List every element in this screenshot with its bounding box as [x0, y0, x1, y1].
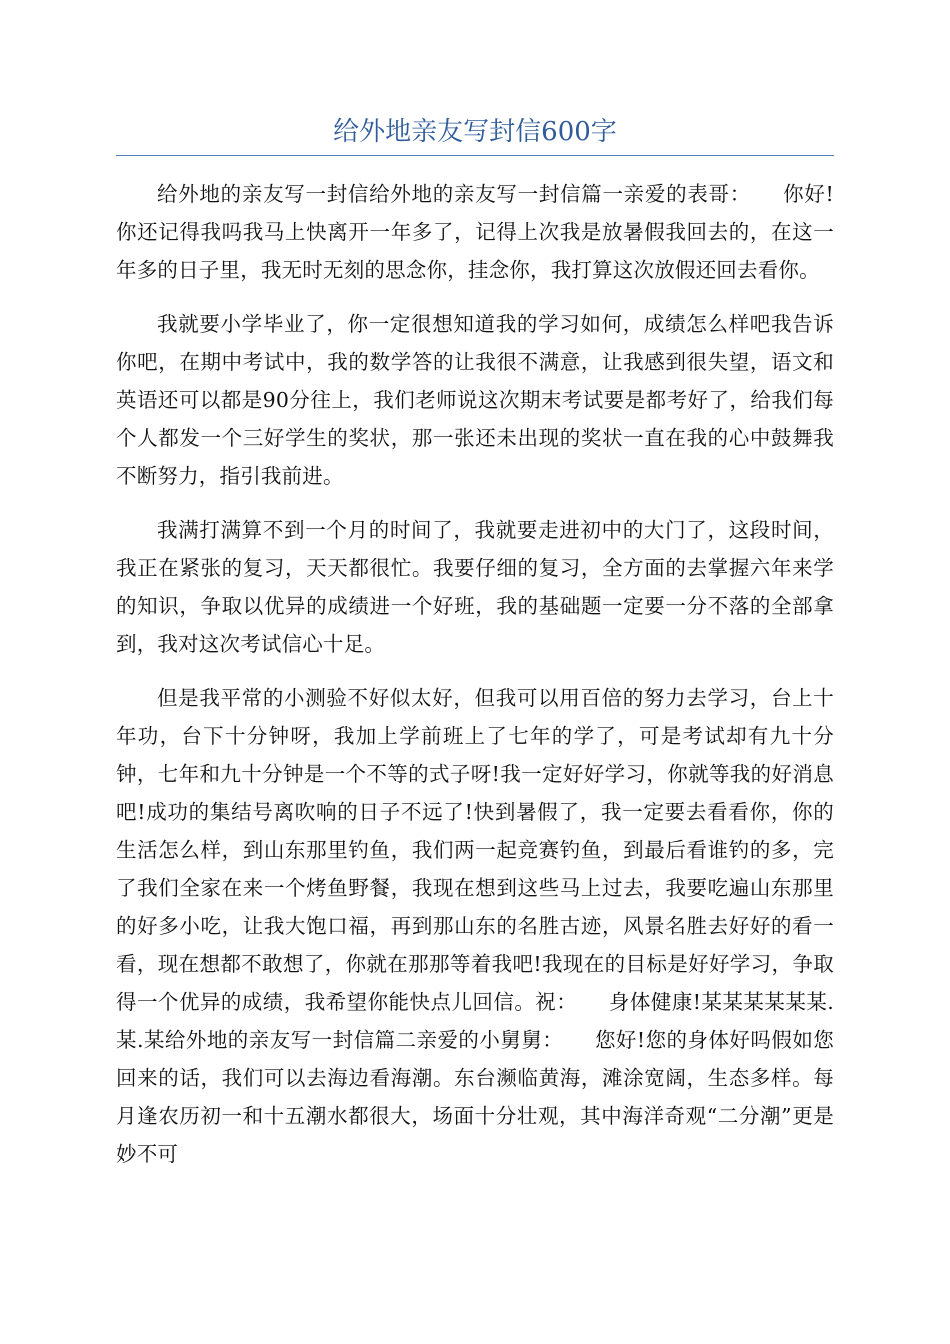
paragraph-2: 我就要小学毕业了，你一定很想知道我的学习如何，成绩怎么样吧我告诉你吧，在期中考试中，我的数学答的让我很不满意，让我感到很失望，语文和英语还可以都是90分往上，我们老师说这次期末考试要是都考好了，给我们每个人都发一个三好学生的奖状，那一张还未出现的奖状一直在我的心中鼓舞我不断努力，指引我前进。 [116, 312, 834, 488]
title-underline [116, 155, 834, 156]
paragraph-4: 但是我平常的小测验不好似太好，但我可以用百倍的努力去学习，台上十年功，台下十分钟呀，我加上学前班上了七年的学了，可是考试却有九十分钟，七年和九十分钟是一个不等的式子呀!我一定好好学习，你就等我的好消息吧!成功的集结号离吹响的日子不远了!快到暑假了，我一定要去看看你，你的生活怎么样，到山东那里钓鱼，我们两一起竞赛钓鱼，到最后看谁钓的多，完了我们全家在来一个烤鱼野餐，我现在想到这些马上过去，我要吃遍山东那里的好多小吃，让我大饱口福，再到那山东的名胜古迹，风景名胜去好好的看一看，现在想都不敢想了，你就在那那等着我吧!我现在的目标是好好学习，争取得一个优异的成绩，我希望你能快点儿回信。祝： 身体健康!某某某某某某.某.某给外地的亲友写一封信篇二亲爱的小舅舅： 您好!您的身体好吗假如您回来的话，我们可以去海边看海潮。东台濒临黄海，滩涂宽阔，生态多样。每月逢农历初一和十五潮水都很大，场面十分壮观，其中海洋奇观“二分潮”更是妙不可 [116, 686, 834, 1166]
paragraph-1: 给外地的亲友写一封信给外地的亲友写一封信篇一亲爱的表哥： 你好!你还记得我吗我马上快离开一年多了，记得上次我是放暑假我回去的，在这一年多的日子里，我无时无刻的思念你，挂念你，我打算这次放假还回去看你。 [116, 182, 834, 282]
document-title: 给外地亲友写封信600字 [333, 117, 617, 147]
document-body [116, 175, 834, 1189]
paragraph-3: 我满打满算不到一个月的时间了，我就要走进初中的大门了，这段时间，我正在紧张的复习，天天都很忙。我要仔细的复习，全方面的去掌握六年来学的知识，争取以优异的成绩进一个好班，我的基础题一定要一分不落的全部拿到，我对这次考试信心十足。 [116, 518, 834, 656]
